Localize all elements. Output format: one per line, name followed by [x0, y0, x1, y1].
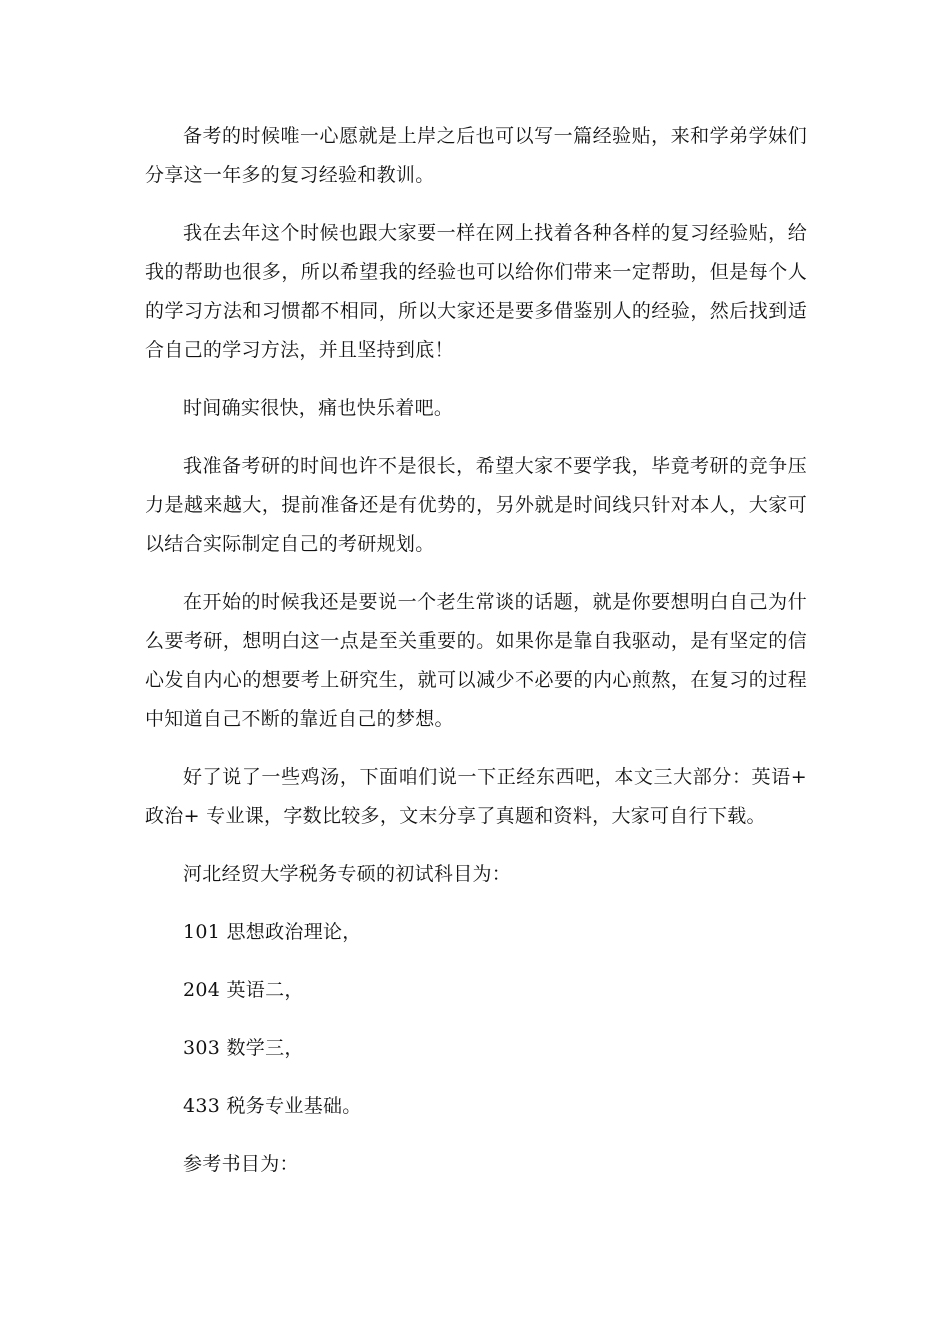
paragraph-reference-books: 参考书目为： [183, 1153, 299, 1175]
subject-tax-basics: 433 税务专业基础。 [183, 1095, 362, 1117]
subject-math: 303 数学三， [183, 1037, 304, 1059]
subject-politics: 101 思想政治理论， [183, 921, 362, 943]
paragraph-overview: 好了说了一些鸡汤，下面咱们说一下正经东西吧，本文三大部分：英语+ 政治+ 专业课，字数比较多，文末分享了真题和资料，大家可自行下载。 [145, 766, 807, 827]
paragraph-motivation: 在开始的时候我还是要说一个老生常谈的话题，就是你要想明白自己为什么要考研，想明白这一点是至关重要的。如果你是靠自我驱动，是有坚定的信心发自内心的想要考上研究生，就可以减少不必要的内心煎熬，在复习的过程中知道自己不断的靠近自己的梦想。 [145, 591, 807, 730]
document-body [145, 117, 807, 1203]
paragraph-intro: 备考的时候唯一心愿就是上岸之后也可以写一篇经验贴，来和学弟学妹们分享这一年多的复习经验和教训。 [145, 125, 807, 186]
paragraph-time-fast: 时间确实很快，痛也快乐着吧。 [183, 397, 454, 419]
paragraph-last-year: 我在去年这个时候也跟大家要一样在网上找着各种各样的复习经验贴，给我的帮助也很多，所以希望我的经验也可以给你们带来一定帮助，但是每个人的学习方法和习惯都不相同，所以大家还是要多借鉴别人的经验，然后找到适合自己的学习方法，并且坚持到底！ [145, 222, 807, 361]
subject-english: 204 英语二， [183, 979, 304, 1001]
paragraph-preparation-time: 我准备考研的时间也许不是很长，希望大家不要学我，毕竟考研的竞争压力是越来越大，提前准备还是有优势的，另外就是时间线只针对本人，大家可以结合实际制定自己的考研规划。 [145, 455, 807, 555]
paragraph-exam-subjects: 河北经贸大学税务专硕的初试科目为： [183, 863, 512, 885]
